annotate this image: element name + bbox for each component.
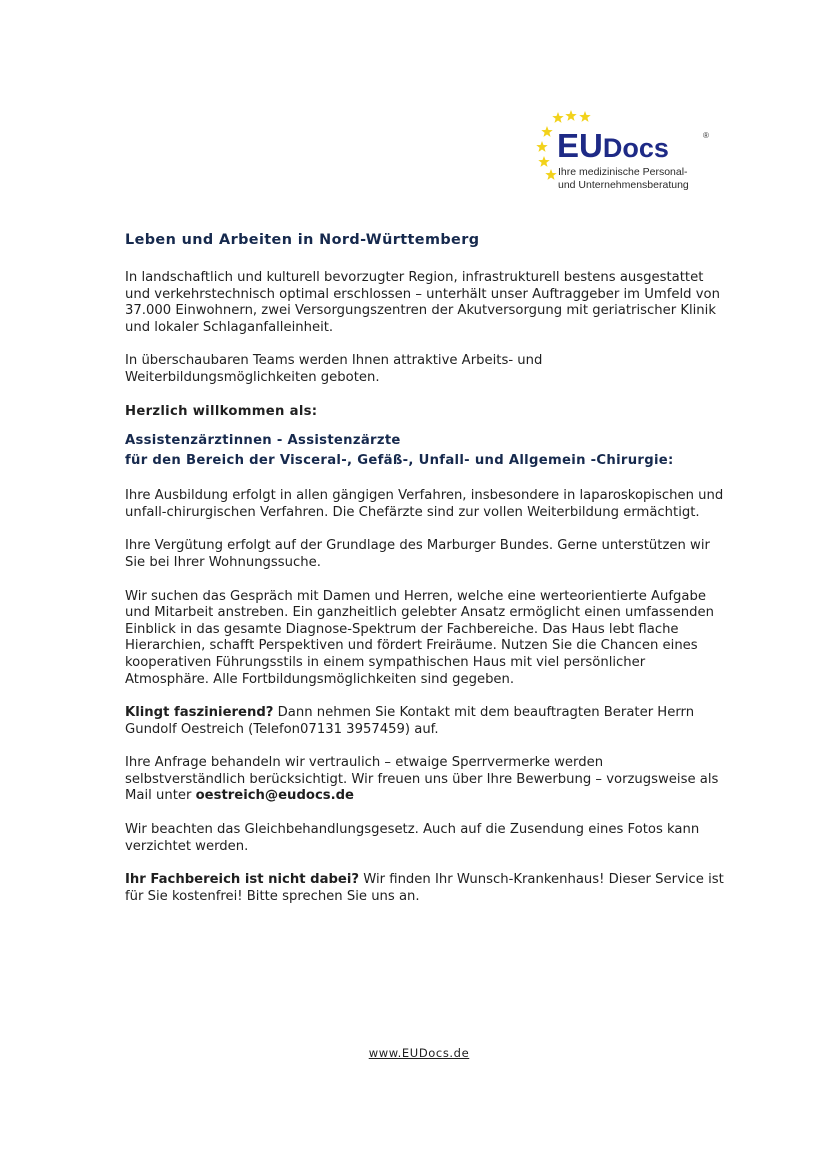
footer bbox=[0, 1046, 826, 1060]
star-icon bbox=[541, 126, 552, 137]
intro-paragraph: In landschaftlich und kulturell bevorzugter Region, infrastrukturell bestens ausgestattet und verkehrstechnisch optimal erschlossen – unterhält unser Auftraggeber im Umfeld von 37.000 Einwohnern, zwei Versorgungszentren der Akutversorgung mit geriatrischer Klinik und lokaler Schlaganfalleinheit. bbox=[125, 270, 720, 335]
email-link[interactable]: oestreich@eudocs.de bbox=[195, 788, 355, 804]
star-icon bbox=[536, 141, 547, 152]
star-icon bbox=[579, 111, 590, 122]
confidential-paragraph bbox=[125, 755, 725, 805]
website-link[interactable]: www.EUDocs.de bbox=[368, 1046, 470, 1060]
star-icon bbox=[545, 169, 556, 180]
teams-paragraph: In überschaubaren Teams werden Ihnen attraktive Arbeits- und Weiterbildungsmöglichkeiten geboten. bbox=[125, 353, 543, 385]
equality-paragraph: Wir beachten das Gleichbehandlungsgesetz. Auch auf die Zusendung eines Fotos kann verzichtet werden. bbox=[125, 822, 700, 854]
search-paragraph: Wir suchen das Gespräch mit Damen und Herren, welche eine werteorientierte Aufgabe und Mitarbeit anstreben. Ein ganzheitlich gelebter Ansatz ermöglicht einen umfassenden Einblick in das gesamte Diagnose-Spektrum der Fachbereiche. Das Haus lebt flache Hierarchien, schafft Perspektiven und fördert Freiräume. Nutzen Sie die Chancen eines kooperativen Führungsstils in einem sympathischen Haus mit viel persönlicher Atmosphäre. Alle Fortbildungsmöglichkeiten sind gegeben. bbox=[125, 588, 714, 687]
other-paragraph bbox=[125, 872, 725, 905]
confidential-text: Ihre Anfrage behandeln wir vertraulich – etwaige Sperrvermerke werden selbstverständlich berücksichtigt. Wir freuen uns über Ihre Bewerbung – vorzugsweise als Mail unter bbox=[125, 755, 719, 804]
logo-tagline-line-2: und Unternehmensberatung bbox=[558, 179, 689, 191]
training-paragraph: Ihre Ausbildung erfolgt in allen gängigen Verfahren, insbesondere in laparoskopischen und unfall-chirurgischen Verfahren. Die Chefärzte sind zur vollen Weiterbildung ermächtigt. bbox=[125, 488, 724, 520]
welcome-heading: Herzlich willkommen als: bbox=[125, 403, 318, 419]
contact-text: Dann nehmen Sie Kontakt mit dem beauftragten Berater Herrn Gundolf Oestreich (Telefon07131 3957459) auf. bbox=[125, 705, 695, 737]
logo-wordmark bbox=[557, 128, 669, 166]
registered-mark: ® bbox=[703, 131, 709, 140]
page-title: Leben und Arbeiten in Nord-Württemberg bbox=[125, 232, 480, 248]
logo-docs-text: Docs bbox=[602, 133, 669, 163]
logo-eu-text: EU bbox=[557, 127, 603, 164]
role-title-line-1: Assistenzärztinnen - Assistenzärzte bbox=[125, 433, 401, 449]
role-title-line-2: für den Bereich der Visceral-, Gefäß-, Unfall- und Allgemein -Chirurgie: bbox=[125, 453, 674, 469]
document-body bbox=[125, 231, 725, 905]
other-lead: Ihr Fachbereich ist nicht dabei? bbox=[125, 872, 360, 888]
logo-tagline bbox=[558, 166, 689, 192]
eudocs-logo bbox=[535, 108, 720, 196]
salary-paragraph: Ihre Vergütung erfolgt auf der Grundlage des Marburger Bundes. Gerne unterstützen wir Sie bei Ihrer Wohnungssuche. bbox=[125, 538, 710, 570]
logo-tagline-line-1: Ihre medizinische Personal- bbox=[558, 166, 688, 178]
star-icon bbox=[565, 110, 576, 121]
contact-lead: Klingt faszinierend? bbox=[125, 705, 274, 721]
other-text: Wir finden Ihr Wunsch-Krankenhaus! Dieser Service ist für Sie kostenfrei! Bitte sprechen Sie uns an. bbox=[125, 872, 724, 904]
contact-paragraph bbox=[125, 705, 725, 738]
star-icon bbox=[538, 156, 549, 167]
star-icon bbox=[552, 112, 563, 123]
